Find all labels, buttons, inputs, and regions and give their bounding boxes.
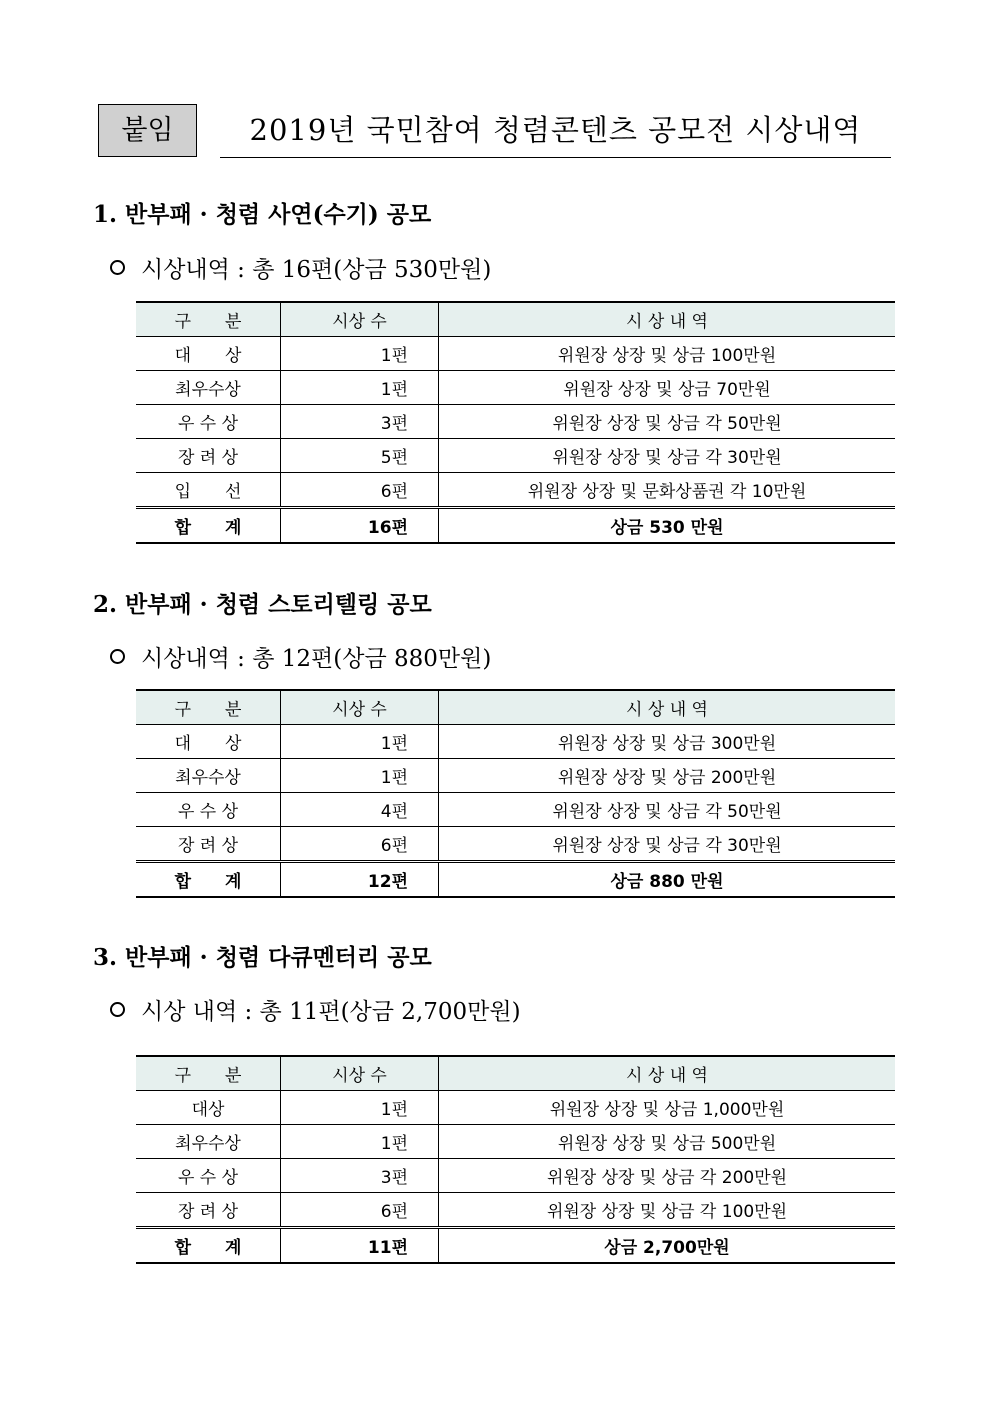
cell-category: 입 선 (136, 473, 281, 508)
cell-count: 1편 (281, 1125, 439, 1159)
section-3-table (136, 1055, 895, 1264)
table-row (136, 725, 895, 759)
table-header-row (136, 302, 895, 337)
cell-detail: 위원장 상장 및 문화상품권 각 10만원 (439, 473, 896, 508)
cell-category: 장 려 상 (136, 1193, 281, 1228)
section-2-heading: 2. 반부패 · 청렴 스토리텔링 공모 (93, 591, 432, 618)
total-count: 12편 (281, 862, 439, 898)
cell-count: 6편 (281, 473, 439, 508)
page-title: 2019년 국민참여 청렴콘텐츠 공모전 시상내역 (220, 104, 891, 158)
bullet-circle-icon (110, 1002, 125, 1017)
table-row (136, 759, 895, 793)
cell-category: 장 려 상 (136, 439, 281, 473)
table-row (136, 405, 895, 439)
section-2-summary: 시상내역 : 총 12편(상금 880만원) (110, 644, 491, 674)
total-count: 16편 (281, 508, 439, 544)
table-header-row (136, 1056, 895, 1091)
section-1-heading: 1. 반부패 · 청렴 사연(수기) 공모 (93, 201, 432, 228)
cell-detail: 위원장 상장 및 상금 300만원 (439, 725, 896, 759)
cell-detail: 위원장 상장 및 상금 1,000만원 (439, 1091, 896, 1125)
section-3-summary: 시상 내역 : 총 11편(상금 2,700만원) (110, 997, 521, 1027)
attachment-tag: 붙임 (98, 104, 197, 157)
total-detail: 상금 530 만원 (439, 508, 896, 544)
section-2-table (136, 689, 895, 898)
cell-category: 우 수 상 (136, 405, 281, 439)
cell-count: 1편 (281, 1091, 439, 1125)
header-category: 구 분 (136, 302, 281, 337)
total-detail: 상금 2,700만원 (439, 1228, 896, 1264)
cell-count: 1편 (281, 725, 439, 759)
cell-category: 장 려 상 (136, 827, 281, 862)
cell-category: 최우수상 (136, 1125, 281, 1159)
cell-detail: 위원장 상장 및 상금 각 30만원 (439, 439, 896, 473)
table-header-row (136, 690, 895, 725)
header-detail: 시 상 내 역 (439, 1056, 896, 1091)
cell-count: 4편 (281, 793, 439, 827)
table-row (136, 473, 895, 508)
total-count: 11편 (281, 1228, 439, 1264)
total-detail: 상금 880 만원 (439, 862, 896, 898)
cell-detail: 위원장 상장 및 상금 각 30만원 (439, 827, 896, 862)
table-row (136, 1193, 895, 1228)
cell-detail: 위원장 상장 및 상금 200만원 (439, 759, 896, 793)
cell-category: 대 상 (136, 337, 281, 371)
section-1-table (136, 301, 895, 544)
bullet-circle-icon (110, 260, 125, 275)
cell-count: 3편 (281, 1159, 439, 1193)
header-count: 시상 수 (281, 302, 439, 337)
cell-count: 5편 (281, 439, 439, 473)
cell-detail: 위원장 상장 및 상금 500만원 (439, 1125, 896, 1159)
cell-category: 우 수 상 (136, 1159, 281, 1193)
cell-detail: 위원장 상장 및 상금 각 100만원 (439, 1193, 896, 1228)
table-row (136, 337, 895, 371)
table-row (136, 1125, 895, 1159)
total-label: 합 계 (136, 1228, 281, 1264)
header-detail: 시 상 내 역 (439, 690, 896, 725)
cell-category: 대상 (136, 1091, 281, 1125)
table-total-row (136, 508, 895, 544)
cell-count: 6편 (281, 827, 439, 862)
cell-count: 1편 (281, 371, 439, 405)
header-count: 시상 수 (281, 1056, 439, 1091)
table-row (136, 1091, 895, 1125)
cell-category: 최우수상 (136, 371, 281, 405)
section-1-summary: 시상내역 : 총 16편(상금 530만원) (110, 255, 491, 285)
cell-count: 1편 (281, 337, 439, 371)
table-row (136, 827, 895, 862)
table-row (136, 371, 895, 405)
cell-count: 6편 (281, 1193, 439, 1228)
cell-detail: 위원장 상장 및 상금 100만원 (439, 337, 896, 371)
table-row (136, 793, 895, 827)
bullet-circle-icon (110, 649, 125, 664)
cell-category: 최우수상 (136, 759, 281, 793)
cell-detail: 위원장 상장 및 상금 70만원 (439, 371, 896, 405)
cell-detail: 위원장 상장 및 상금 각 50만원 (439, 405, 896, 439)
header-category: 구 분 (136, 1056, 281, 1091)
cell-detail: 위원장 상장 및 상금 각 50만원 (439, 793, 896, 827)
table-row (136, 439, 895, 473)
table-row (136, 1159, 895, 1193)
cell-detail: 위원장 상장 및 상금 각 200만원 (439, 1159, 896, 1193)
table-total-row (136, 862, 895, 898)
table-total-row (136, 1228, 895, 1264)
cell-category: 우 수 상 (136, 793, 281, 827)
total-label: 합 계 (136, 862, 281, 898)
header-category: 구 분 (136, 690, 281, 725)
total-label: 합 계 (136, 508, 281, 544)
section-3-heading: 3. 반부패 · 청렴 다큐멘터리 공모 (93, 944, 432, 971)
cell-count: 1편 (281, 759, 439, 793)
cell-count: 3편 (281, 405, 439, 439)
header-count: 시상 수 (281, 690, 439, 725)
header-detail: 시 상 내 역 (439, 302, 896, 337)
cell-category: 대 상 (136, 725, 281, 759)
